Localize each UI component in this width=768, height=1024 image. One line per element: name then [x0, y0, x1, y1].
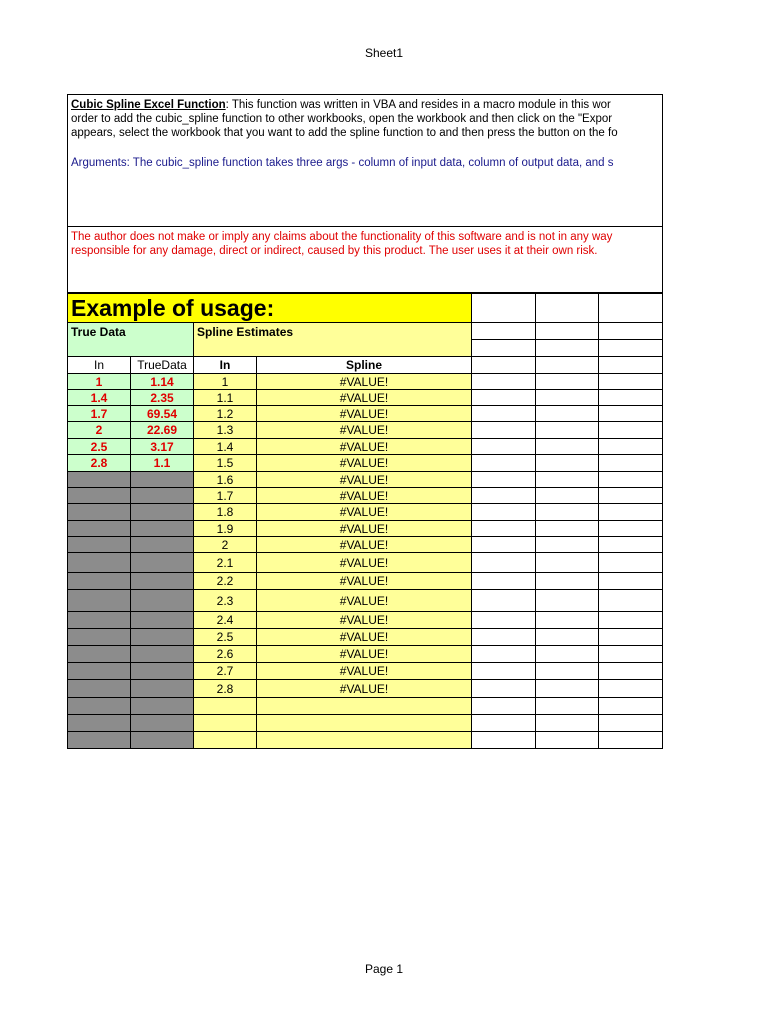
empty-yellow-cell[interactable]	[194, 732, 257, 749]
spline-output-cell[interactable]: #VALUE!	[257, 439, 472, 455]
spline-in-cell[interactable]: 2.1	[194, 553, 257, 573]
empty-gray-cell[interactable]	[131, 521, 194, 537]
empty-gray-cell[interactable]	[67, 488, 131, 504]
empty-cell[interactable]	[536, 612, 599, 629]
empty-cell[interactable]	[536, 422, 599, 439]
empty-cell[interactable]	[472, 439, 536, 455]
empty-cell[interactable]	[536, 698, 599, 715]
empty-gray-cell[interactable]	[67, 732, 131, 749]
description-title: Cubic Spline Excel Function	[71, 99, 226, 111]
empty-gray-cell[interactable]	[67, 663, 131, 680]
empty-cell[interactable]	[599, 680, 663, 698]
page-header: Sheet1	[364, 46, 404, 60]
spline-output-cell[interactable]: #VALUE!	[257, 504, 472, 521]
empty-gray-cell[interactable]	[131, 646, 194, 663]
empty-cell[interactable]	[599, 323, 663, 340]
empty-cell[interactable]	[536, 455, 599, 472]
empty-cell[interactable]	[536, 488, 599, 504]
empty-cell[interactable]	[472, 422, 536, 439]
empty-cell[interactable]	[536, 553, 599, 573]
empty-gray-cell[interactable]	[67, 553, 131, 573]
empty-cell[interactable]	[599, 340, 663, 357]
empty-cell[interactable]	[472, 521, 536, 537]
spline-in-cell[interactable]: 2.3	[194, 590, 257, 612]
arguments-line: Arguments: The cubic_spline function takes three args - column of input data, column of output data, and s	[71, 157, 614, 169]
spline-in-cell[interactable]: 1.7	[194, 488, 257, 504]
spline-in-cell[interactable]: 2	[194, 537, 257, 553]
empty-gray-cell[interactable]	[131, 537, 194, 553]
empty-gray-cell[interactable]	[67, 612, 131, 629]
empty-gray-cell[interactable]	[131, 680, 194, 698]
empty-cell[interactable]	[472, 590, 536, 612]
true-data-label: True Data	[67, 323, 194, 357]
col-header-spline: Spline	[257, 357, 472, 374]
empty-cell[interactable]	[472, 323, 536, 340]
empty-cell[interactable]	[536, 357, 599, 374]
empty-cell[interactable]	[536, 537, 599, 553]
spline-output-cell[interactable]: #VALUE!	[257, 422, 472, 439]
spline-in-cell[interactable]: 1.5	[194, 455, 257, 472]
empty-cell[interactable]	[472, 472, 536, 488]
empty-gray-cell[interactable]	[67, 629, 131, 646]
spline-in-cell[interactable]: 2.2	[194, 573, 257, 590]
empty-gray-cell[interactable]	[131, 488, 194, 504]
empty-gray-cell[interactable]	[67, 590, 131, 612]
empty-yellow-cell[interactable]	[257, 698, 472, 715]
spline-in-cell[interactable]: 1.4	[194, 439, 257, 455]
example-grid	[67, 293, 663, 749]
true-data-in-cell[interactable]: 2.8	[67, 455, 131, 472]
empty-cell[interactable]	[536, 504, 599, 521]
true-data-value-cell[interactable]: 1.14	[131, 374, 194, 390]
empty-yellow-cell[interactable]	[194, 698, 257, 715]
empty-yellow-cell[interactable]	[194, 715, 257, 732]
true-data-in-cell[interactable]: 2.5	[67, 439, 131, 455]
empty-cell[interactable]	[536, 439, 599, 455]
empty-gray-cell[interactable]	[67, 680, 131, 698]
empty-cell[interactable]	[536, 521, 599, 537]
true-data-value-cell[interactable]: 1.1	[131, 455, 194, 472]
empty-cell[interactable]	[472, 698, 536, 715]
empty-cell[interactable]	[472, 715, 536, 732]
empty-cell[interactable]	[599, 390, 663, 406]
empty-gray-cell[interactable]	[67, 521, 131, 537]
spline-in-cell[interactable]: 1.6	[194, 472, 257, 488]
true-data-value-cell[interactable]: 69.54	[131, 406, 194, 422]
spline-output-cell[interactable]: #VALUE!	[257, 390, 472, 406]
empty-cell[interactable]	[599, 357, 663, 374]
spline-in-cell[interactable]: 1.1	[194, 390, 257, 406]
empty-gray-cell[interactable]	[67, 698, 131, 715]
empty-cell[interactable]	[536, 590, 599, 612]
description-line-3: appears, select the workbook that you want to add the spline function to and then press the button on the fo	[71, 127, 618, 139]
true-data-in-cell[interactable]: 1.7	[67, 406, 131, 422]
spline-output-cell[interactable]: #VALUE!	[257, 629, 472, 646]
empty-cell[interactable]	[599, 472, 663, 488]
spline-output-cell[interactable]: #VALUE!	[257, 663, 472, 680]
spline-in-cell[interactable]: 2.5	[194, 629, 257, 646]
empty-cell[interactable]	[472, 293, 536, 323]
spline-estimates-label: Spline Estimates	[194, 323, 472, 357]
example-heading: Example of usage:	[67, 293, 472, 323]
spline-output-cell[interactable]: #VALUE!	[257, 573, 472, 590]
empty-cell[interactable]	[472, 374, 536, 390]
empty-gray-cell[interactable]	[131, 732, 194, 749]
empty-cell[interactable]	[472, 488, 536, 504]
spline-in-cell[interactable]: 1	[194, 374, 257, 390]
empty-cell[interactable]	[472, 390, 536, 406]
empty-cell[interactable]	[599, 698, 663, 715]
spline-in-cell[interactable]: 1.9	[194, 521, 257, 537]
col-header-spline-in: In	[194, 357, 257, 374]
empty-cell[interactable]	[472, 732, 536, 749]
empty-cell[interactable]	[536, 293, 599, 323]
empty-gray-cell[interactable]	[67, 537, 131, 553]
empty-gray-cell[interactable]	[131, 629, 194, 646]
empty-cell[interactable]	[599, 504, 663, 521]
description-line-1	[71, 98, 611, 112]
empty-gray-cell[interactable]	[131, 698, 194, 715]
empty-cell[interactable]	[599, 612, 663, 629]
spline-output-cell[interactable]: #VALUE!	[257, 374, 472, 390]
empty-cell[interactable]	[536, 715, 599, 732]
empty-cell[interactable]	[536, 573, 599, 590]
true-data-value-cell[interactable]: 3.17	[131, 439, 194, 455]
empty-cell[interactable]	[472, 537, 536, 553]
spline-output-cell[interactable]: #VALUE!	[257, 521, 472, 537]
empty-cell[interactable]	[536, 390, 599, 406]
empty-cell[interactable]	[599, 732, 663, 749]
empty-cell[interactable]	[599, 439, 663, 455]
empty-gray-cell[interactable]	[67, 646, 131, 663]
spline-output-cell[interactable]: #VALUE!	[257, 553, 472, 573]
empty-cell[interactable]	[536, 732, 599, 749]
empty-cell[interactable]	[536, 323, 599, 340]
true-data-in-cell[interactable]: 2	[67, 422, 131, 439]
true-data-in-cell[interactable]: 1	[67, 374, 131, 390]
spline-in-cell[interactable]: 1.2	[194, 406, 257, 422]
empty-cell[interactable]	[599, 590, 663, 612]
spline-in-cell[interactable]: 1.3	[194, 422, 257, 439]
empty-gray-cell[interactable]	[131, 573, 194, 590]
disclaimer-block	[67, 226, 663, 293]
true-data-value-cell[interactable]: 2.35	[131, 390, 194, 406]
empty-yellow-cell[interactable]	[257, 715, 472, 732]
spline-output-cell[interactable]: #VALUE!	[257, 612, 472, 629]
spline-output-cell[interactable]: #VALUE!	[257, 680, 472, 698]
empty-cell[interactable]	[599, 537, 663, 553]
empty-cell[interactable]	[599, 646, 663, 663]
empty-cell[interactable]	[599, 488, 663, 504]
empty-cell[interactable]	[472, 573, 536, 590]
empty-cell[interactable]	[599, 663, 663, 680]
empty-cell[interactable]	[472, 663, 536, 680]
empty-cell[interactable]	[472, 646, 536, 663]
spline-output-cell[interactable]: #VALUE!	[257, 488, 472, 504]
spline-output-cell[interactable]: #VALUE!	[257, 590, 472, 612]
empty-cell[interactable]	[599, 715, 663, 732]
empty-cell[interactable]	[599, 374, 663, 390]
empty-cell[interactable]	[472, 680, 536, 698]
spline-output-cell[interactable]: #VALUE!	[257, 455, 472, 472]
description-line-1-text: : This function was written in VBA and resides in a macro module in this wor	[225, 99, 611, 111]
empty-cell[interactable]	[599, 521, 663, 537]
empty-cell[interactable]	[599, 455, 663, 472]
empty-gray-cell[interactable]	[131, 553, 194, 573]
spline-in-cell[interactable]: 2.6	[194, 646, 257, 663]
empty-gray-cell[interactable]	[131, 715, 194, 732]
empty-cell[interactable]	[599, 422, 663, 439]
empty-cell[interactable]	[472, 340, 536, 357]
empty-cell[interactable]	[599, 573, 663, 590]
empty-cell[interactable]	[472, 612, 536, 629]
empty-gray-cell[interactable]	[67, 573, 131, 590]
empty-gray-cell[interactable]	[131, 472, 194, 488]
empty-cell[interactable]	[536, 374, 599, 390]
empty-cell[interactable]	[472, 455, 536, 472]
empty-cell[interactable]	[599, 629, 663, 646]
true-data-value-cell[interactable]: 22.69	[131, 422, 194, 439]
spline-in-cell[interactable]: 2.7	[194, 663, 257, 680]
empty-cell[interactable]	[472, 553, 536, 573]
spline-output-cell[interactable]: #VALUE!	[257, 472, 472, 488]
empty-gray-cell[interactable]	[131, 504, 194, 521]
disclaimer-text: The author does not make or imply any claims about the functionality of this software and is not in any way responsible for any damage, direct or indirect, caused by this product. The user uses it at their own risk.	[71, 231, 613, 257]
empty-cell[interactable]	[599, 553, 663, 573]
empty-cell[interactable]	[599, 293, 663, 323]
empty-cell[interactable]	[536, 406, 599, 422]
empty-cell[interactable]	[599, 406, 663, 422]
empty-gray-cell[interactable]	[131, 590, 194, 612]
empty-gray-cell[interactable]	[67, 472, 131, 488]
spline-output-cell[interactable]: #VALUE!	[257, 406, 472, 422]
empty-yellow-cell[interactable]	[257, 732, 472, 749]
empty-cell[interactable]	[472, 629, 536, 646]
empty-gray-cell[interactable]	[131, 663, 194, 680]
col-header-in: In	[67, 357, 131, 374]
empty-cell[interactable]	[536, 680, 599, 698]
empty-cell[interactable]	[472, 504, 536, 521]
empty-gray-cell[interactable]	[67, 504, 131, 521]
empty-cell[interactable]	[472, 357, 536, 374]
page-footer: Page 1	[364, 962, 404, 976]
spline-output-cell[interactable]: #VALUE!	[257, 646, 472, 663]
spline-in-cell[interactable]: 2.4	[194, 612, 257, 629]
description-block	[67, 94, 663, 227]
true-data-in-cell[interactable]: 1.4	[67, 390, 131, 406]
empty-gray-cell[interactable]	[67, 715, 131, 732]
description-line-2: order to add the cubic_spline function to other workbooks, open the workbook and then click on the "Expor	[71, 113, 613, 125]
empty-cell[interactable]	[536, 663, 599, 680]
empty-cell[interactable]	[472, 406, 536, 422]
spline-in-cell[interactable]: 1.8	[194, 504, 257, 521]
empty-gray-cell[interactable]	[131, 612, 194, 629]
col-header-truedata: TrueData	[131, 357, 194, 374]
empty-cell[interactable]	[536, 646, 599, 663]
spline-in-cell[interactable]: 2.8	[194, 680, 257, 698]
empty-cell[interactable]	[536, 472, 599, 488]
empty-cell[interactable]	[536, 629, 599, 646]
empty-cell[interactable]	[536, 340, 599, 357]
spline-output-cell[interactable]: #VALUE!	[257, 537, 472, 553]
